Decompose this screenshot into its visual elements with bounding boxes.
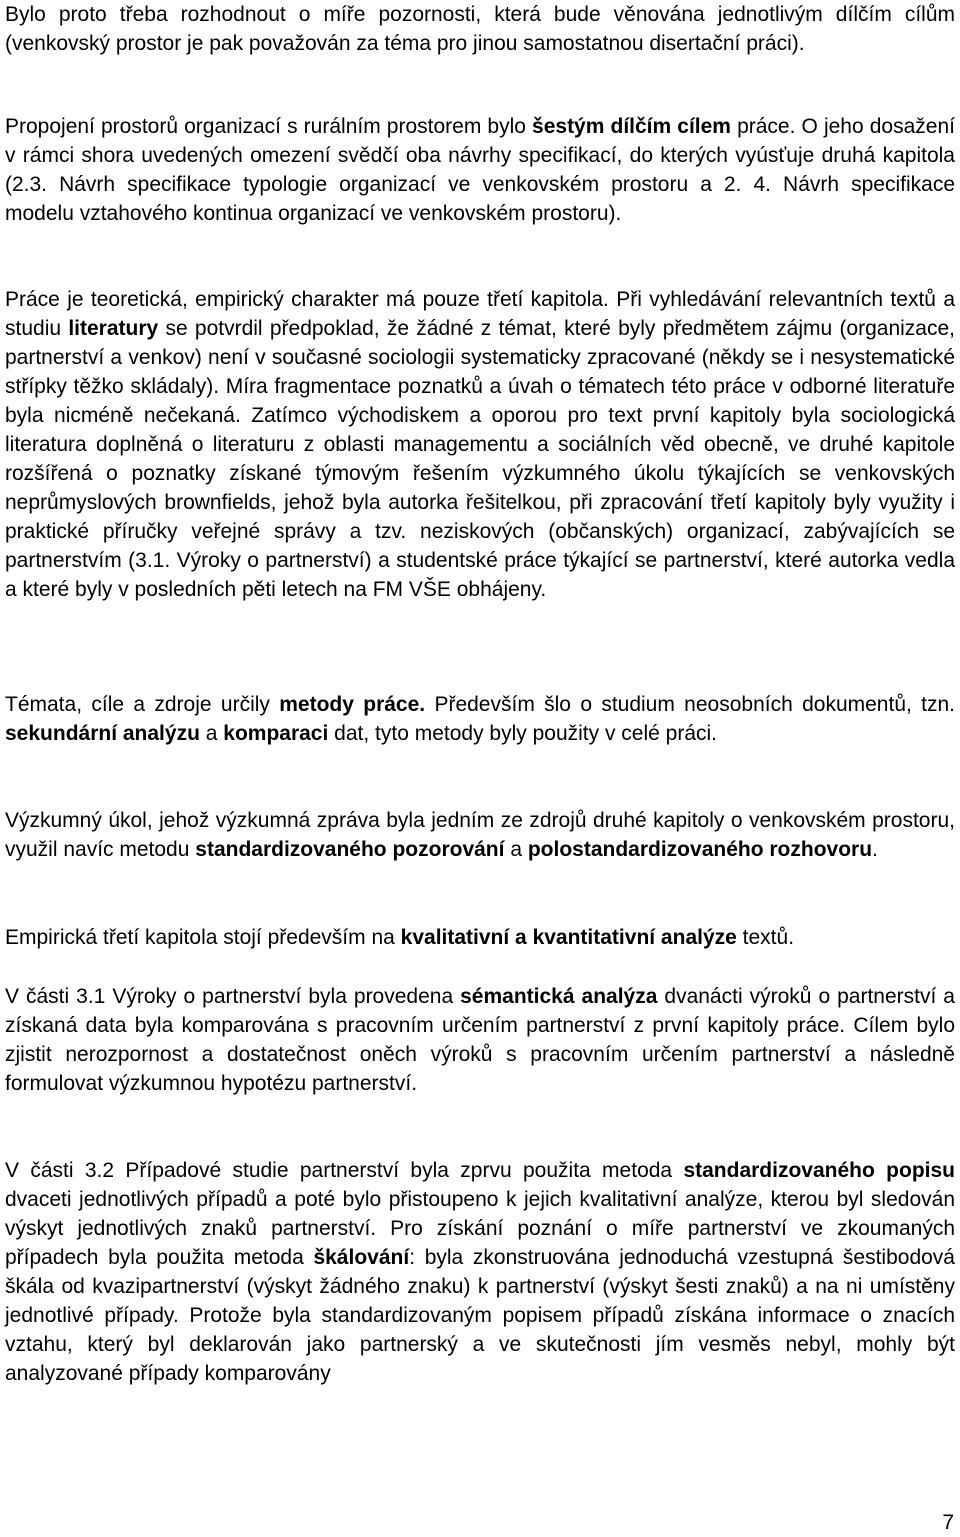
text-run: dvaceti jednotlivých případů a poté bylo přistoupeno k jejich kvalitativní analýze, kterou byl sledován výskyt jednotlivých znaků partnerství. Pro získání poznání o míře partnerství ve zkoumaných případech byla použita metoda (5, 1188, 955, 1269)
paragraph-5 (5, 806, 955, 864)
paragraph-1 (5, 0, 955, 58)
bold-term: literatury (68, 317, 159, 340)
text-run: dvanácti výroků o partnerství a získaná data byla komparována s pracovním určením partnerství z první kapitoly práce. Cílem bylo zjistit nerozpornost a dostatečnost oněch výroků s pracovním určením partnerství a následně formulovat výzkumnou hypotézu partnerství. (5, 985, 955, 1095)
bold-term: standardizovaného pozorování (195, 838, 505, 861)
bold-term: komparaci (223, 722, 329, 745)
page-number: 7 (942, 1511, 954, 1534)
bold-term: sémantická analýza (460, 985, 658, 1008)
paragraph-2 (5, 112, 955, 228)
text-run: Propojení prostorů organizací s rurálním prostorem bylo (5, 115, 533, 138)
paragraph-8 (5, 1156, 955, 1388)
text-run: Především šlo o studium neosobních dokumentů, tzn. (425, 693, 956, 716)
text-run: : byla zkonstruována jednoduchá vzestupná šestibodová škála od kvazipartnerství (výskyt žádného znaku) k partnerství (výskyt šesti znaků) a na ni umístěny jednotlivé případy. Protože byla standardizovaným popisem případů získána informace o znacích vztahu, který byl deklarován jako partnerský a ve skutečnosti jím vesměs nebyl, mohly být analyzované případy komparovány (5, 1246, 955, 1385)
bold-term: standardizovaného popisu (683, 1159, 955, 1182)
bold-term: metody práce. (279, 693, 426, 716)
text-run: se potvrdil předpoklad, že žádné z témat, které byly předmětem zájmu (organizace, partnerství a venkov) není v současné sociologii systematicky zpracované (někdy se i nesystematické střípky těžko skládaly). Míra fragmentace poznatků a úvah o tématech této práce v odborné literatuře byla nicméně nečekaná. Zatímco východiskem a oporou pro text první kapitoly byla sociologická literatura doplněná o literaturu z oblasti managementu a sociálních věd obecně, ve druhé kapitole rozšířená o poznatky získané týmovým řešením výzkumného úkolu týkajících se venkovských neprůmyslových brownfields, jehož byla autorka řešitelkou, při zpracování třetí kapitoly byly využity i praktické příručky veřejné správy a tzv. neziskových (občanských) organizací, zabývajících se partnerstvím (3.1. Výroky o partnerství) a studentské práce týkající se partnerství, které autorka vedla a které byly v posledních pěti letech na FM VŠE obhájeny. (5, 317, 956, 601)
text-run: Empirická třetí kapitola stojí především na (5, 926, 401, 949)
text-run: textů. (736, 926, 795, 949)
text-run: a (504, 838, 528, 861)
bold-term: sekundární analýzu (5, 722, 200, 745)
paragraph-6 (5, 923, 955, 952)
text-run: . (872, 838, 878, 861)
bold-term: polostandardizovaného rozhovoru (527, 838, 873, 861)
paragraph-4 (5, 690, 955, 748)
bold-term: kvalitativní a kvantitativní analýze (400, 926, 737, 949)
text-run: V části 3.2 Případové studie partnerství byla zprvu použita metoda (5, 1159, 684, 1182)
text-run: Práce je teoretická, empirický charakter má pouze třetí kapitola. Při vyhledávání relevantních textů a studiu (5, 288, 955, 340)
text-run: práce. O jeho dosažení v rámci shora uvedených omezení svědčí oba návrhy specifikací, do kterých vyúsťuje druhá kapitola (2.3. Návrh specifikace typologie organizací ve venkovském prostoru a 2. 4. Návrh specifikace modelu vztahového kontinua organizací ve venkovském prostoru). (5, 115, 955, 225)
text-run: a (199, 722, 224, 745)
paragraph-7 (5, 982, 955, 1098)
text-run: Výzkumný úkol, jehož výzkumná zpráva byla jedním ze zdrojů druhé kapitoly o venkovském prostoru, využil navíc metodu (5, 809, 955, 861)
bold-term: šestým dílčím cílem (532, 115, 731, 138)
bold-term: škálování (313, 1246, 410, 1269)
text-run: Témata, cíle a zdroje určily (5, 693, 280, 716)
text-run: Bylo proto třeba rozhodnout o míře pozornosti, která bude věnována jednotlivým dílčím cílům (venkovský prostor je pak považován za téma pro jinou samostatnou disertační práci). (5, 3, 955, 55)
paragraph-3 (5, 285, 955, 604)
text-run: dat, tyto metody byly použity v celé práci. (328, 722, 718, 745)
text-run: V části 3.1 Výroky o partnerství byla provedena (5, 985, 461, 1008)
